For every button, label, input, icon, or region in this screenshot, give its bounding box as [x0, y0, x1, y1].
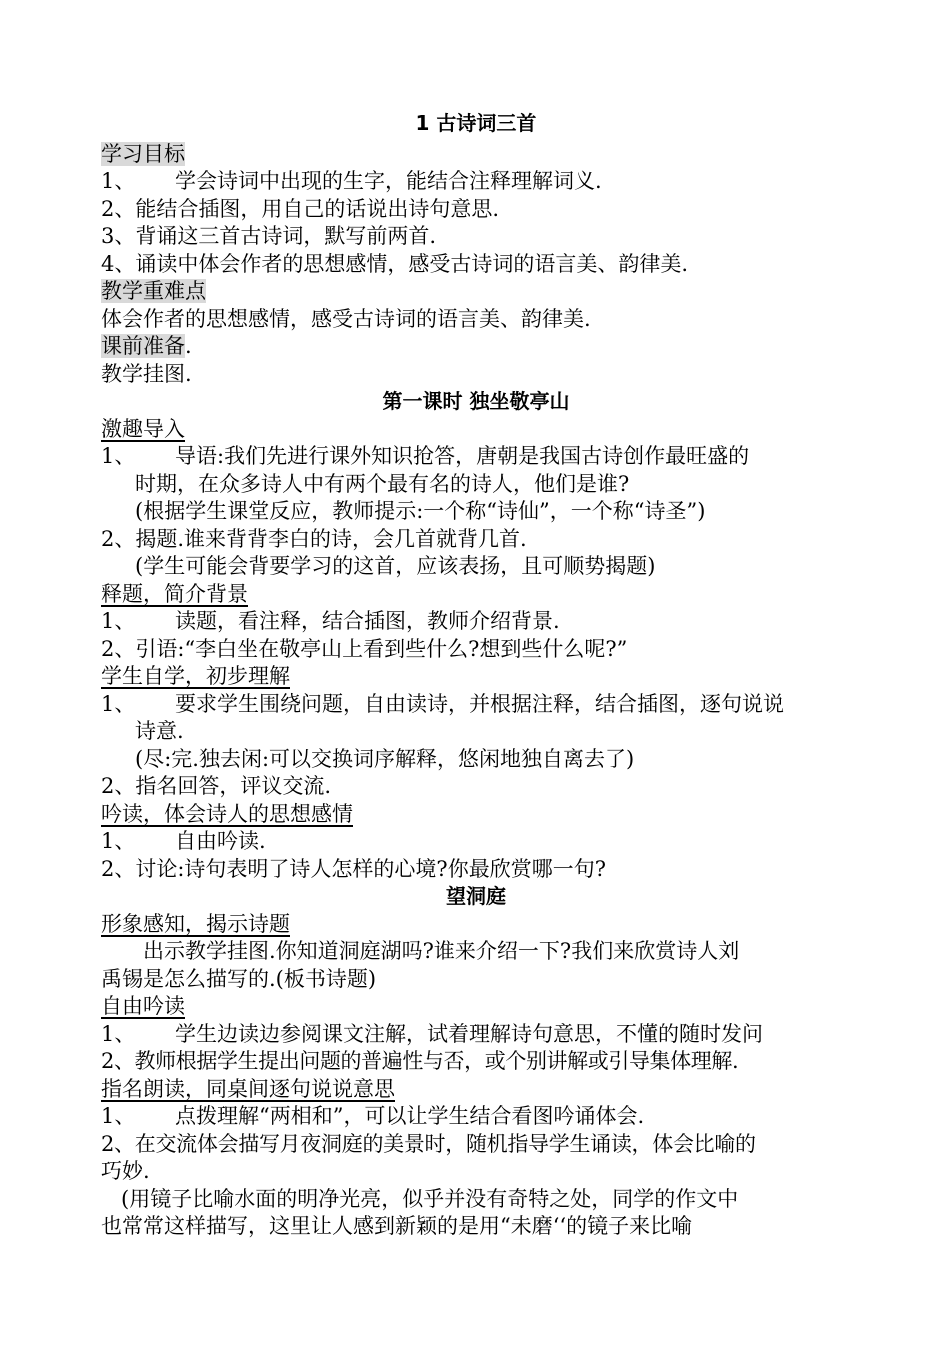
- list-item: 2、指名回答，评议交流.: [101, 774, 332, 798]
- note-text: (根据学生课堂反应，教师提示:一个称“诗仙”，一个称“诗圣”): [135, 499, 706, 523]
- list-item: 1、 学生边读边参阅课文注解，试着理解诗句意思，不懂的随时发问: [101, 1021, 763, 1046]
- lesson1-intro: [101, 416, 851, 581]
- section-heading: 指名朗读，同桌间逐句说说意思: [101, 1076, 395, 1101]
- goals-heading: 学习目标: [101, 141, 185, 166]
- difficulty-heading: 教学重难点: [101, 279, 206, 303]
- section-heading: 自由吟读: [101, 994, 185, 1018]
- list-item: 2、教师根据学生提出问题的普遍性与否，或个别讲解或引导集体理解.: [101, 1049, 739, 1073]
- goal-item: 4、诵读中体会作者的思想感情，感受古诗词的语言美、韵律美.: [101, 251, 689, 276]
- document-title: 1 古诗词三首: [415, 111, 537, 135]
- list-item: 2、揭题.谁来背背李白的诗，会几首就背几首.: [101, 526, 527, 551]
- prep-text: 教学挂图.: [101, 361, 192, 386]
- paragraph-line: (用镜子比喻水面的明净光亮，似乎并没有奇特之处，同学的作文中: [121, 1186, 739, 1211]
- document-page: [101, 110, 851, 1241]
- list-item-continued: 巧妙.: [101, 1159, 150, 1183]
- list-item: 1、 点拨理解“两相和”，可以让学生结合看图吟诵体会.: [101, 1104, 645, 1128]
- note-text: (尽:完.独去闲:可以交换词序解释，悠闲地独自离去了): [135, 746, 635, 771]
- lesson1-recite: [101, 801, 851, 884]
- list-item: 1、 要求学生围绕问题，自由读诗，并根据注释，结合插图，逐句说说: [101, 691, 784, 716]
- list-item: 1、 自由吟读.: [101, 829, 266, 853]
- goal-item: 1、 学会诗词中出现的生字，能结合注释理解词义.: [101, 169, 602, 193]
- section-heading: 激趣导入: [101, 416, 185, 441]
- section-goals: [101, 141, 851, 279]
- lesson2-title: 望洞庭: [446, 884, 506, 908]
- lesson1-background: [101, 581, 851, 664]
- section-difficulty: [101, 278, 851, 333]
- paragraph-line: 出示教学挂图.你知道洞庭湖吗?谁来介绍一下?我们来欣赏诗人刘: [143, 939, 740, 963]
- lesson2-perception: [101, 911, 851, 994]
- goal-item: 3、背诵这三首古诗词，默写前两首.: [101, 224, 437, 248]
- list-item-continued: 时期，在众多诗人中有两个最有名的诗人，他们是谁?: [135, 471, 630, 496]
- section-heading: 形象感知，揭示诗题: [101, 911, 290, 936]
- list-item: 2、在交流体会描写月夜洞庭的美景时，随机指导学生诵读，体会比喻的: [101, 1131, 756, 1156]
- lesson2-pair-reading: [101, 1076, 851, 1241]
- lesson1-title: 第一课时 独坐敬亭山: [382, 389, 570, 413]
- difficulty-text: 体会作者的思想感情，感受古诗词的语言美、韵律美.: [101, 306, 591, 331]
- list-item-continued: 诗意.: [135, 719, 184, 743]
- section-heading: 释题，简介背景: [101, 581, 248, 606]
- prep-heading: 课前准备: [101, 334, 185, 358]
- goal-item: 2、能结合插图，用自己的话说出诗句意思.: [101, 196, 500, 221]
- lesson1-selfstudy: [101, 663, 851, 801]
- paragraph-line: 也常常这样描写，这里让人感到新颖的是用“未磨‘‘的镜子来比喻: [101, 1214, 693, 1238]
- lesson2-free-reading: [101, 993, 851, 1076]
- list-item: 1、 读题，看注释，结合插图，教师介绍背景.: [101, 609, 560, 633]
- list-item: 1、 导语:我们先进行课外知识抢答，唐朝是我国古诗创作最旺盛的: [101, 444, 750, 468]
- section-heading: 吟读，体会诗人的思想感情: [101, 801, 353, 826]
- section-prep: 课前准备. 教学挂图.: [101, 333, 851, 388]
- list-item: 2、讨论:诗句表明了诗人怎样的心境?你最欣赏哪一句?: [101, 856, 606, 881]
- section-heading: 学生自学，初步理解: [101, 664, 290, 688]
- list-item: 2、引语:“李白坐在敬亭山上看到些什么?想到些什么呢?”: [101, 636, 628, 661]
- paragraph-line: 禹锡是怎么描写的.(板书诗题): [101, 966, 377, 991]
- note-text: (学生可能会背要学习的这首，应该表扬，且可顺势揭题): [135, 554, 656, 578]
